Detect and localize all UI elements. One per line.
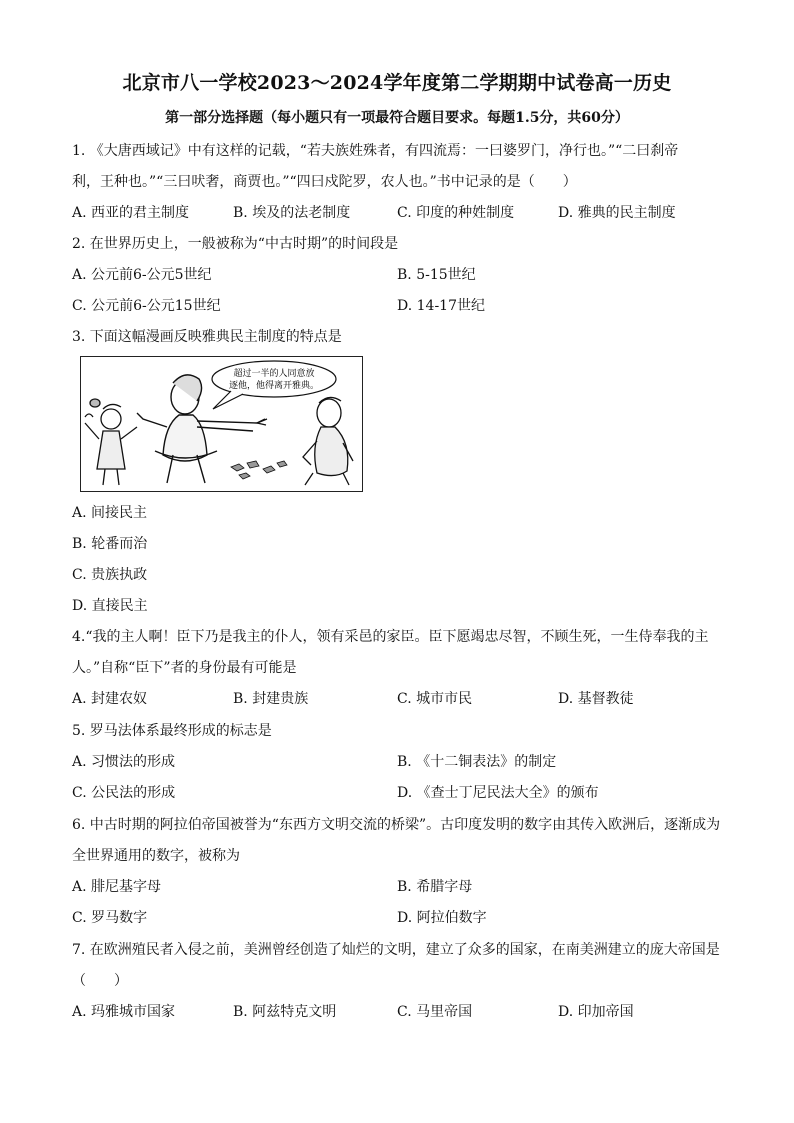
question-7-option-b: B. 阿兹特克文明 <box>233 1004 337 1020</box>
question-6-line-2: 全世界通用的数字，被称为 <box>72 848 240 864</box>
question-6-line-1: 6. 中古时期的阿拉伯帝国被誉为“东西方文明交流的桥梁”。古印度发明的数字由其传入欧洲后，逐渐成为 <box>72 817 721 833</box>
question-3-option-a: A. 间接民主 <box>72 505 148 521</box>
question-3-option-b: B. 轮番而治 <box>72 536 148 552</box>
question-4-option-b: B. 封建贵族 <box>233 691 309 707</box>
question-7-option-a: A. 玛雅城市国家 <box>72 1004 176 1020</box>
cartoon-image <box>80 356 363 492</box>
question-6-option-a: A. 腓尼基字母 <box>72 879 162 895</box>
question-6-option-b: B. 希腊字母 <box>397 879 473 895</box>
question-1-option-c: C. 印度的种姓制度 <box>397 205 515 221</box>
question-4-option-a: A. 封建农奴 <box>72 691 148 707</box>
question-1-option-a: A. 西亚的君主制度 <box>72 205 190 221</box>
question-4-line-2: 人。”自称“臣下”者的身份最有可能是 <box>72 660 297 676</box>
question-7-line-1: 7. 在欧洲殖民者入侵之前，美洲曾经创造了灿烂的文明，建立了众多的国家，在南美洲建立的庞大帝国是 <box>72 942 720 958</box>
question-5-option-d: D. 《查士丁尼民法大全》的颁布 <box>397 785 599 801</box>
pottery-shards <box>231 461 287 479</box>
exam-title: 北京市八一学校2023～2024学年度第二学期期中试卷高一历史 <box>122 72 672 94</box>
question-2-option-b: B. 5-15世纪 <box>397 267 476 283</box>
question-7-option-d: D. 印加帝国 <box>558 1004 634 1020</box>
question-5-line-1: 5. 罗马法体系最终形成的标志是 <box>72 723 272 739</box>
question-1-option-b: B. 埃及的法老制度 <box>233 205 351 221</box>
question-6-option-c: C. 罗马数字 <box>72 910 148 926</box>
question-7-option-c: C. 马里帝国 <box>397 1004 473 1020</box>
question-3-option-c: C. 贵族执政 <box>72 567 148 583</box>
question-2-line-1: 2. 在世界历史上，一般被称为“中古时期”的时间段是 <box>72 236 399 252</box>
question-4-option-c: C. 城市市民 <box>397 691 473 707</box>
question-7-line-2: （ ） <box>72 973 128 989</box>
question-3-option-d: D. 直接民主 <box>72 598 148 614</box>
speech-bubble-line-1: 超过一半的人同意放 <box>233 369 315 379</box>
question-6-option-d: D. 阿拉伯数字 <box>397 910 487 926</box>
question-1-option-d: D. 雅典的民主制度 <box>558 205 676 221</box>
question-1-line-1: 1. 《大唐西域记》中有这样的记载，“若夫族姓殊者，有四流焉：一曰婆罗门，净行也。”“二曰刹帝 <box>72 143 679 159</box>
question-5-option-a: A. 习惯法的形成 <box>72 754 176 770</box>
left-figure <box>85 399 137 485</box>
question-2-option-d: D. 14-17世纪 <box>397 298 485 314</box>
question-4-line-1: 4.“我的主人啊！臣下乃是我主的仆人，领有采邑的家臣。臣下愿竭忠尽智，不顾生死，一生侍奉我的主 <box>72 629 709 645</box>
question-3-line-1: 3. 下面这幅漫画反映雅典民主制度的特点是 <box>72 329 342 345</box>
question-2-option-a: A. 公元前6-公元5世纪 <box>72 267 212 283</box>
question-2-option-c: C. 公元前6-公元15世纪 <box>72 298 221 314</box>
question-1-line-2: 利，王种也。”“三曰吠奢，商贾也。”“四曰戍陀罗，农人也。”书中记录的是（ ） <box>72 174 577 190</box>
section-heading: 第一部分选择题（每小题只有一项最符合题目要求。每题1.5分，共60分） <box>165 110 629 126</box>
question-5-option-b: B. 《十二铜表法》的制定 <box>397 754 557 770</box>
cartoon-drawing <box>81 357 362 491</box>
right-figure <box>303 397 353 485</box>
question-5-option-c: C. 公民法的形成 <box>72 785 176 801</box>
question-4-option-d: D. 基督教徒 <box>558 691 634 707</box>
speech-bubble-line-2: 逐他，他得离开雅典。 <box>228 381 320 391</box>
